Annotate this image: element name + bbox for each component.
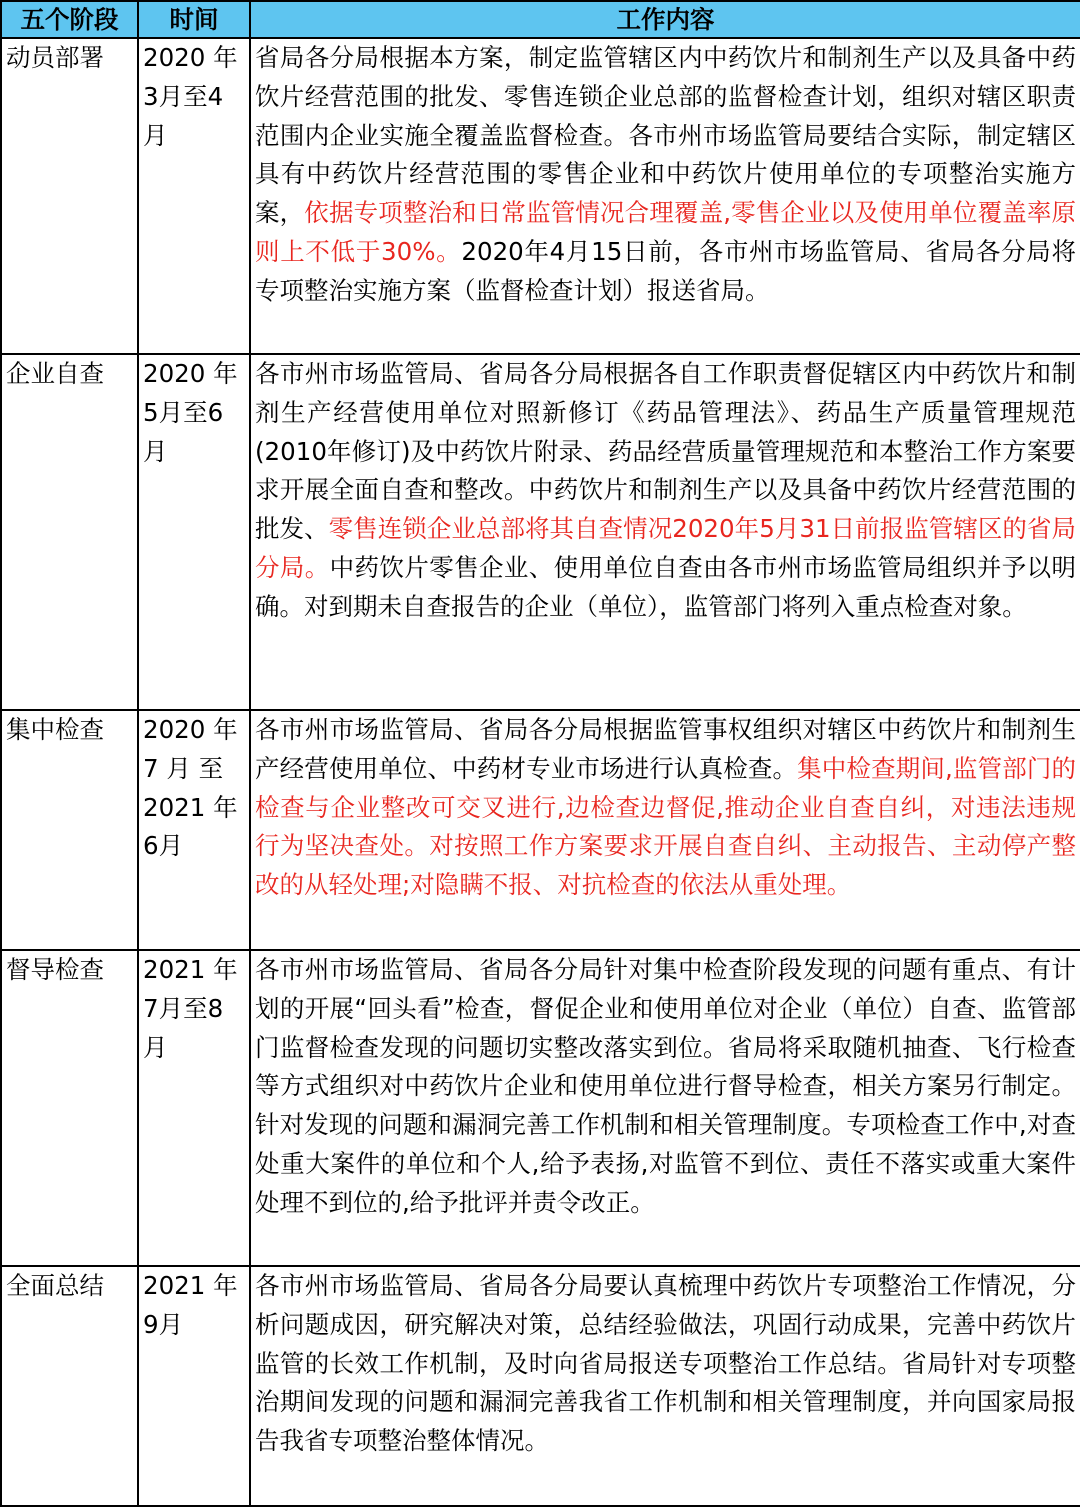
stage-cell: 集中检查 (1, 710, 138, 950)
content-text: 中药饮片零售企业、使用单位自查由各市州市场监管局组织并予以明确。对到期未自查报告的企业（单位），监管部门将列入重点检查对象。 (255, 552, 1076, 621)
content-highlight: 依据专项整治和日常监管情况合理覆盖,零售企业以及使用单位覆盖率原则上不低于30%。 (255, 198, 1076, 266)
table-row (1, 38, 1080, 354)
header-stage: 五个阶段 (1, 1, 138, 38)
table-row (1, 710, 1080, 950)
stage-cell: 督导检查 (1, 950, 138, 1266)
content-highlight: 集中检查期间,监管部门的检查与企业整改可交叉进行,边检查边督促,推动企业自查自纠，对违法违规行为坚决查处。对按照工作方案要求开展自查自纠、主动报告、主动停产整改的从轻处理;对隐瞒不报、对抗检查的依法从重处理。 (255, 753, 1076, 900)
content-highlight: 零售连锁企业总部将其自查情况2020年5月31日前报监管辖区的省局分局。 (255, 514, 1076, 582)
table-row (1, 1266, 1080, 1506)
time-cell: 2020 年3月至4月 (138, 38, 250, 354)
header-row (1, 1, 1080, 38)
content-cell (250, 710, 1080, 950)
content-text: 各市州市场监管局、省局各分局根据各自工作职责督促辖区内中药饮片和制剂生产经营使用单位对照新修订《药品管理法》、药品生产质量管理规范(2010年修订)及中药饮片附录、药品经营质量管理规范和本整治工作方案要求开展全面自查和整改。中药饮片和制剂生产以及具备中药饮片经营范围的批发、 (255, 359, 1076, 544)
content-text: 2020年4月15日前，各市州市场监管局、省局各分局将专项整治实施方案（监督检查计划）报送省局。 (255, 236, 1076, 305)
content-cell (250, 950, 1080, 1266)
content-cell (250, 1266, 1080, 1506)
content-text: 省局各分局根据本方案，制定监管辖区内中药饮片和制剂生产以及具备中药饮片经营范围的批发、零售连锁企业总部的监督检查计划，组织对辖区职责范围内企业实施全覆盖监督检查。各市州市场监管局要结合实际，制定辖区具有中药饮片经营范围的零售企业和中药饮片使用单位的专项整治实施方案， (255, 43, 1076, 228)
table-row (1, 354, 1080, 710)
header-time: 时间 (138, 1, 250, 38)
content-text: 各市州市场监管局、省局各分局根据监管事权组织对辖区中药饮片和制剂生产经营使用单位、中药材专业市场进行认真检查。 (255, 715, 1076, 783)
stage-cell: 动员部署 (1, 38, 138, 354)
time-cell: 2020 年5月至6月 (138, 354, 250, 710)
content-cell (250, 354, 1080, 710)
stage-cell: 全面总结 (1, 1266, 138, 1506)
time-cell: 2020 年7 月 至2021 年6月 (138, 710, 250, 950)
content-text: 各市州市场监管局、省局各分局针对集中检查阶段发现的问题有重点、有计划的开展“回头看”检查，督促企业和使用单位对企业（单位）自查、监管部门监督检查发现的问题切实整改落实到位。省局将采取随机抽查、飞行检查等方式组织对中药饮片企业和使用单位进行督导检查，相关方案另行制定。针对发现的问题和漏洞完善工作机制和相关管理制度。专项检查工作中,对查处重大案件的单位和个人,给予表扬,对监管不到位、责任不落实或重大案件处理不到位的,给予批评并责令改正。 (255, 955, 1076, 1217)
content-text: 各市州市场监管局、省局各分局要认真梳理中药饮片专项整治工作情况，分析问题成因，研究解决对策，总结经验做法，巩固行动成果，完善中药饮片监管的长效工作机制，及时向省局报送专项整治工作总结。省局针对专项整治期间发现的问题和漏洞完善我省工作机制和相关管理制度，并向国家局报告我省专项整治整体情况。 (255, 1271, 1076, 1456)
stage-cell: 企业自查 (1, 354, 138, 710)
time-cell: 2021 年9月 (138, 1266, 250, 1506)
time-cell: 2021 年7月至8月 (138, 950, 250, 1266)
content-cell (250, 38, 1080, 354)
table-row (1, 950, 1080, 1266)
header-content: 工作内容 (250, 1, 1080, 38)
